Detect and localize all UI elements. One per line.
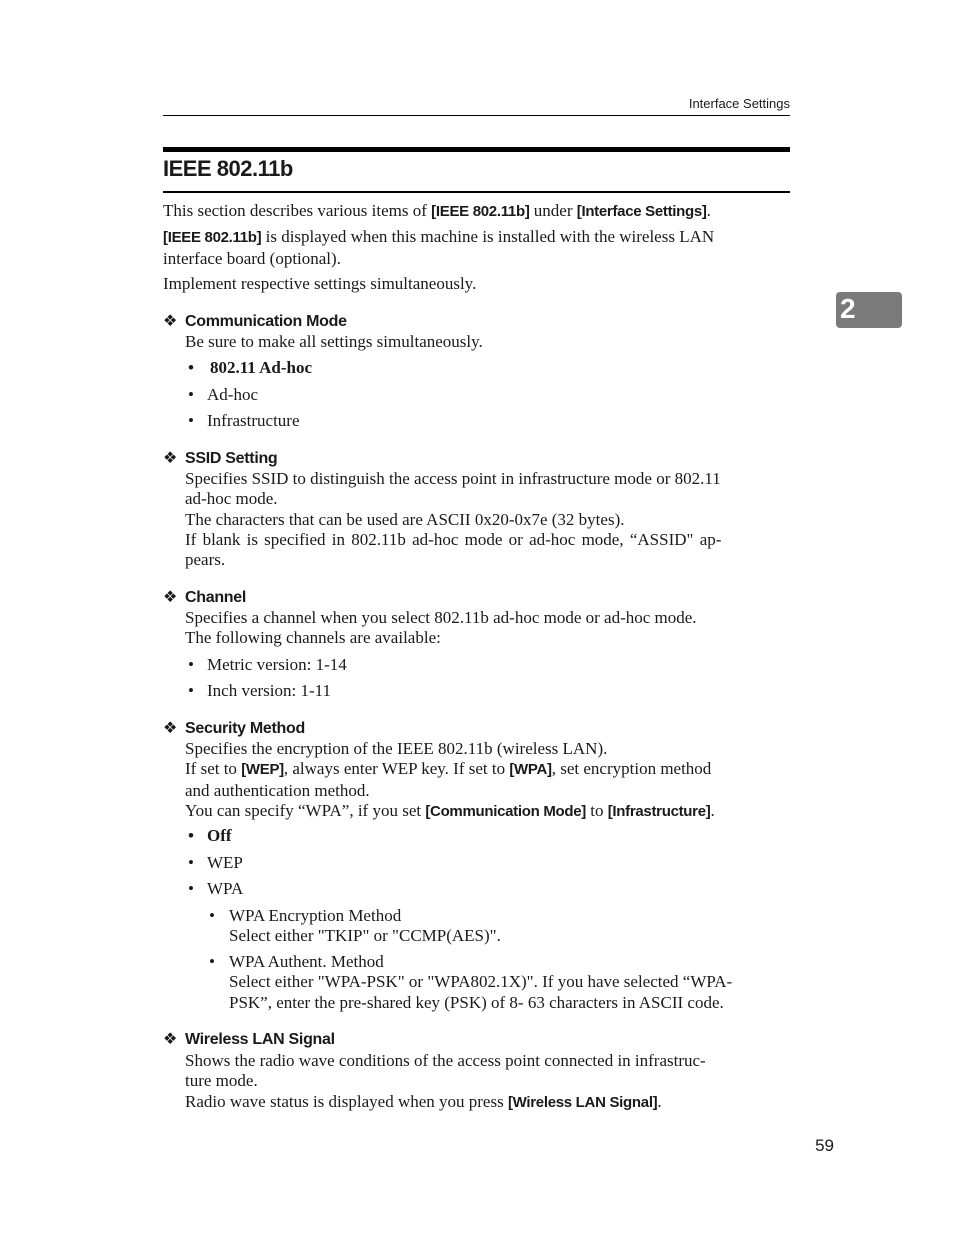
bullet-icon: • [188, 385, 194, 404]
bullet-icon: • [188, 655, 194, 674]
intro-paragraph-1: This section describes various items of [IEEE 802.11b] under [Interface Settings]. [163, 201, 711, 220]
interface-settings-keyword: [Interface Settings] [576, 203, 707, 220]
bullet-icon: • [188, 681, 194, 700]
wpa-keyword: [WPA] [509, 761, 552, 779]
list-item: • Infrastructure [188, 411, 300, 430]
diamond-bullet-icon: ❖ [163, 313, 178, 330]
intro-paragraph-3: Implement respective settings simultaneously. [163, 274, 477, 293]
title-rule [163, 191, 790, 193]
ieee-keyword: [IEEE 802.11b] [163, 229, 262, 246]
section-heading-ssid-setting: ❖ SSID Setting [163, 450, 278, 467]
diamond-bullet-icon: ❖ [163, 589, 178, 606]
section-heading-communication-mode: ❖ Communication Mode [163, 313, 347, 330]
section-heading-channel: ❖ Channel [163, 589, 247, 606]
intro-paragraph-2: [IEEE 802.11b] is displayed when this machine is installed with the wireless LAN interface board (optional). [163, 227, 715, 268]
section-body: Specifies SSID to distinguish the access point in infrastructure mode or 802.11 ad-hoc mode. The characters that can be used are ASCII 0x20-0x7e (32 bytes). If blank is specified in 802.11b ad-hoc mode or ad-hoc mode, “ASSID" ap- pears. [185, 469, 722, 570]
wep-keyword: [WEP] [241, 761, 284, 779]
list-item: • WPA [188, 879, 244, 898]
section-body: Specifies a channel when you select 802.11b ad-hoc mode or ad-hoc mode. The following channels are available: [185, 608, 697, 648]
page-number: 59 [815, 1136, 834, 1155]
list-item: • Ad-hoc [188, 385, 258, 404]
list-item: • Metric version: 1-14 [188, 655, 347, 674]
bullet-icon: • [188, 879, 194, 898]
bullet-icon: • [188, 853, 194, 872]
section-body: Shows the radio wave conditions of the access point connected in infrastruc- ture mode. Radio wave status is displayed when you press [Wireless LAN Signal]. [185, 1051, 706, 1111]
bullet-icon: • [188, 826, 194, 845]
infrastructure-keyword: [Infrastructure] [607, 802, 711, 820]
bullet-icon: • [188, 358, 194, 377]
communication-mode-keyword: [Communication Mode] [425, 802, 586, 820]
list-item: • Inch version: 1-11 [188, 681, 332, 700]
title-bar [163, 147, 790, 152]
diamond-bullet-icon: ❖ [163, 450, 178, 467]
list-item: • Off [188, 826, 232, 845]
wireless-lan-signal-keyword: [Wireless LAN Signal] [507, 1093, 658, 1111]
section-body: Specifies the encryption of the IEEE 802.11b (wireless LAN). If set to [WEP], always enter WEP key. If set to [WPA], set encryption method and authentication method. You can specify “WPA”, if you set [Communication Mode] to [Infrastructure]. [185, 739, 715, 820]
running-header: Interface Settings [688, 96, 790, 111]
section-body: Be sure to make all settings simultaneously. [185, 332, 483, 351]
bullet-icon: • [209, 906, 215, 925]
diamond-bullet-icon: ❖ [163, 1031, 178, 1048]
diamond-bullet-icon: ❖ [163, 720, 178, 737]
ieee-keyword: [IEEE 802.11b] [431, 203, 530, 220]
sub-list-item: • WPA Authent. Method Select either "WPA-PSK" or "WPA802.1X)". If you have selected “WPA- PSK”, enter the pre-shared key (PSK) of 8- 63 characters in ASCII code. [209, 952, 733, 1012]
section-heading-security-method: ❖ Security Method [163, 720, 305, 737]
page-title: IEEE 802.11b [163, 156, 293, 181]
bullet-icon: • [188, 411, 194, 430]
chapter-number: 2 [840, 293, 856, 324]
section-heading-wireless-lan-signal: ❖ Wireless LAN Signal [163, 1031, 335, 1048]
list-item: • 802.11 Ad-hoc [188, 358, 313, 377]
list-item: • WEP [188, 853, 243, 872]
sub-list-item: • WPA Encryption Method Select either "TKIP" or "CCMP(AES)". [209, 906, 501, 946]
chapter-tab [836, 292, 902, 328]
header-rule [163, 115, 790, 116]
bullet-icon: • [209, 952, 215, 971]
